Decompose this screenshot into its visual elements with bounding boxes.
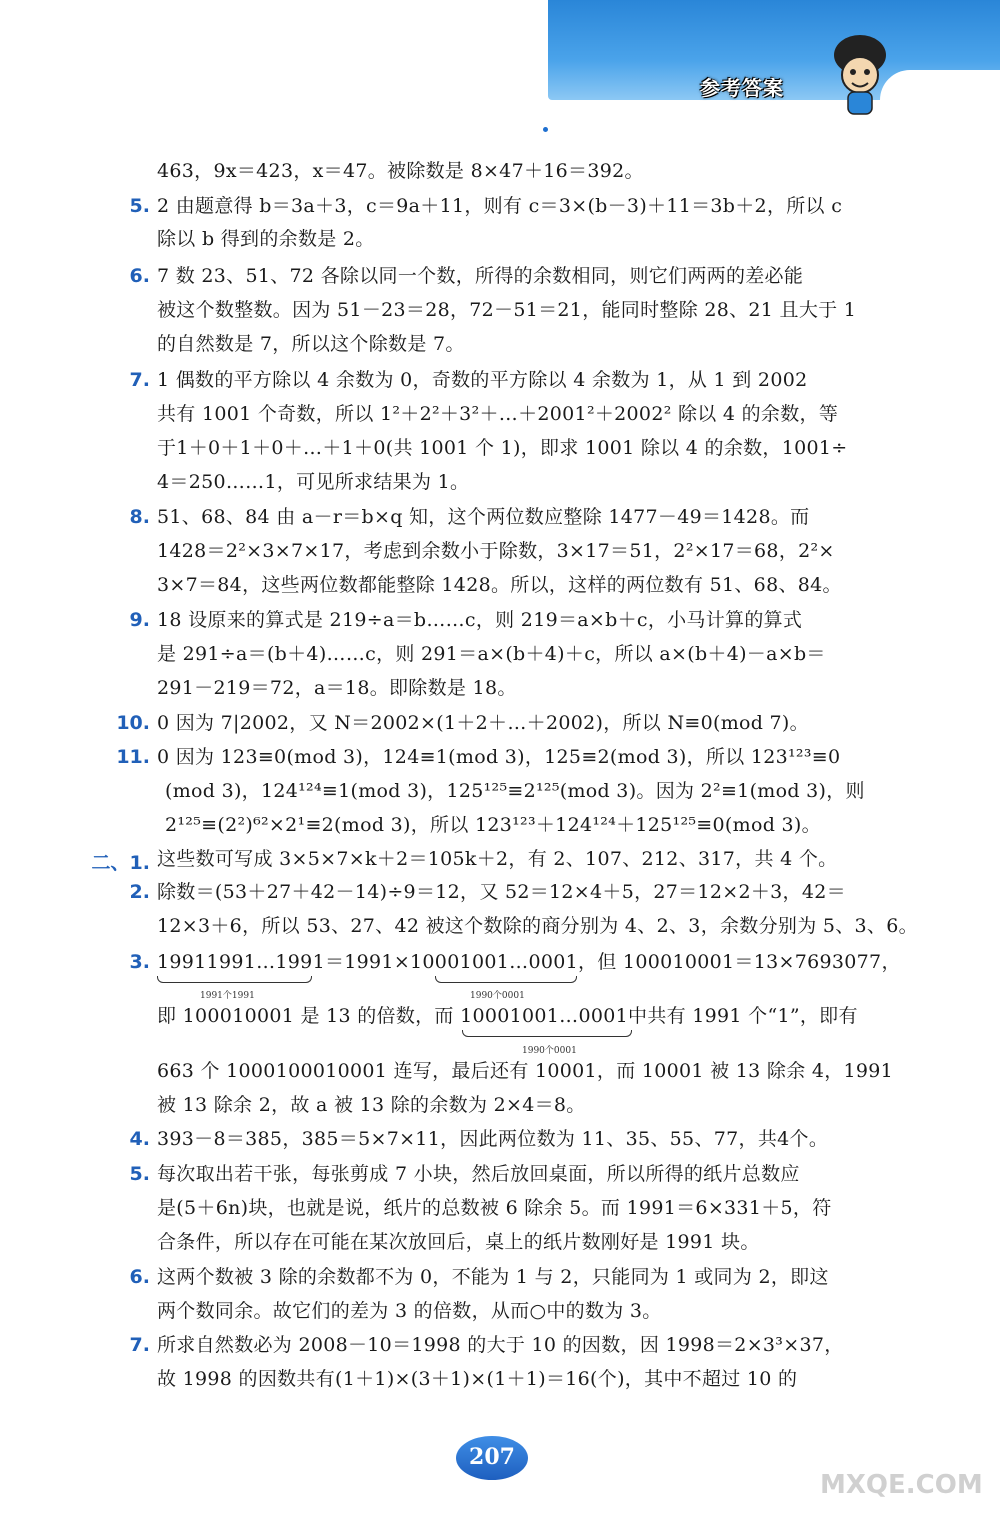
- text-line: 463，9x＝423，x＝47。被除数是 8×47＋16＝392。: [157, 160, 644, 182]
- text-line: 两个数同余。故它们的差为 3 的倍数，从而○中的数为 3。: [157, 1300, 662, 1322]
- text-line: 3×7＝84，这些两位数都能整除 1428。所以，这样的两位数有 51、68、84。: [157, 574, 842, 596]
- text-line: 12×3＋6，所以 53、27、42 被这个数除的商分别为 4、2、3，余数分别为 5、3、6。: [157, 915, 918, 937]
- text-line: (mod 3)，124¹²⁴≡1(mod 3)，125¹²⁵≡2¹²⁵(mod 3)。因为 2²≡1(mod 3)，则: [165, 780, 865, 802]
- text-line: 被 13 除余 2，故 a 被 13 除的余数为 2×4＝8。: [157, 1094, 586, 1116]
- item-number: 8.: [129, 506, 150, 528]
- text-line: 每次取出若干张，每张剪成 7 小块，然后放回桌面，所以所得的纸片总数应: [157, 1163, 800, 1185]
- text-line: 7 数 23、51、72 各除以同一个数，所得的余数相同，则它们两两的差必能: [157, 265, 804, 287]
- text-line: 是(5＋6n)块，也就是说，纸片的总数被 6 除余 5。而 1991＝6×331＋5，符: [157, 1197, 832, 1219]
- text-line: 即 100010001 是 13 的倍数，而 10001001…0001中共有 1991 个“1”，即有: [157, 1005, 858, 1027]
- text-line: 1428＝2²×3×7×17，考虑到余数小于除数，3×17＝51，2²×17＝68，2²×: [157, 540, 835, 562]
- text-line: 51、68、84 由 a－r＝b×q 知，这个两位数应整除 1477－49＝1428。而: [157, 506, 810, 528]
- page-number: 207: [469, 1444, 515, 1470]
- item-number: 6.: [129, 265, 150, 287]
- text-line: 这两个数被 3 除的余数都不为 0，不能为 1 与 2，只能同为 1 或同为 2，即这: [157, 1266, 829, 1288]
- item-number: 9.: [129, 609, 150, 631]
- text-line: 663 个 1000100010001 连写，最后还有 10001，而 10001 被 13 除余 4，1991: [157, 1060, 894, 1082]
- item-number: 5.: [129, 1163, 150, 1185]
- text-line: 被这个数整数。因为 51－23＝28，72－51＝21，能同时整除 28、21 且大于 1: [157, 299, 857, 321]
- text-line: 0 因为 123≡0(mod 3)，124≡1(mod 3)，125≡2(mod 3)，所以 123¹²³≡0: [157, 746, 841, 768]
- item-number: 4.: [129, 1128, 150, 1150]
- brace-0001-b: [462, 1030, 632, 1037]
- text-line: 19911991…1991＝1991×10001001…0001，但 100010001＝13×7693077，: [157, 951, 901, 973]
- item-number: 5.: [129, 195, 150, 217]
- text-line: 2 由题意得 b＝3a＋3，c＝9a＋11，则有 c＝3×(b－3)＋11＝3b＋2，所以 c: [157, 195, 843, 217]
- mascot-icon: [820, 20, 900, 120]
- text-line: 故 1998 的因数共有(1＋1)×(3＋1)×(1＋1)＝16(个)，其中不超过 10 的: [157, 1368, 798, 1390]
- text-line: 18 设原来的算式是 219÷a＝b……c，则 219＝a×b＋c，小马计算的算式: [157, 609, 803, 631]
- brace-label-2: 1990个0001: [470, 991, 525, 1001]
- brace-label-3: 1990个0001: [522, 1046, 577, 1056]
- brace-0001-a: [435, 976, 577, 983]
- item-number: 7.: [129, 1334, 150, 1356]
- text-line: 共有 1001 个奇数，所以 1²＋2²＋3²＋…＋2001²＋2002² 除以 4 的余数，等: [157, 403, 839, 425]
- item-number: 7.: [129, 369, 150, 391]
- item-number: 10.: [116, 712, 150, 734]
- text-line: 除以 b 得到的余数是 2。: [157, 228, 375, 250]
- item-number: 二、1.: [91, 852, 150, 874]
- text-line: 4＝250……1，可见所求结果为 1。: [157, 471, 470, 493]
- watermark: MXQE.COM: [820, 1470, 983, 1500]
- text-line: 1 偶数的平方除以 4 余数为 0，奇数的平方除以 4 余数为 1，从 1 到 2002: [157, 369, 808, 391]
- brace-1991: [157, 976, 312, 983]
- text-line: 这些数可写成 3×5×7×k＋2＝105k＋2，有 2、107、212、317，共 4 个。: [157, 848, 838, 870]
- item-number: 11.: [116, 746, 150, 768]
- item-number: 6.: [129, 1266, 150, 1288]
- text-line: 0 因为 7|2002，又 N＝2002×(1＋2＋…＋2002)，所以 N≡0(mod 7)。: [157, 712, 809, 734]
- text-line: 393－8＝385，385＝5×7×11，因此两位数为 11、35、55、77，共4个。: [157, 1128, 829, 1150]
- item-number: 2.: [129, 881, 150, 903]
- text-line: 所求自然数必为 2008－10＝1998 的大于 10 的因数，因 1998＝2×3³×37，: [157, 1334, 844, 1356]
- text-line: 合条件，所以存在可能在某次放回后，桌上的纸片数刚好是 1991 块。: [157, 1231, 760, 1253]
- text-line: 2¹²⁵≡(2²)⁶²×2¹≡2(mod 3)，所以 123¹²³＋124¹²⁴＋125¹²⁵≡0(mod 3)。: [165, 814, 821, 836]
- text-line: 的自然数是 7，所以这个除数是 7。: [157, 333, 465, 355]
- text-line: 291－219＝72，a＝18。即除数是 18。: [157, 677, 517, 699]
- item-number: 3.: [129, 951, 150, 973]
- text-line: 除数＝(53＋27＋42－14)÷9＝12，又 52＝12×4＋5，27＝12×2＋3，42＝: [157, 881, 846, 903]
- text-line: 是 291÷a＝(b＋4)……c，则 291＝a×(b＋4)＋c，所以 a×(b＋4)－a×b＝: [157, 643, 826, 665]
- text-line: 于1＋0＋1＋0＋…＋1＋0(共 1001 个 1)，即求 1001 除以 4 的余数，1001÷: [157, 437, 848, 459]
- header-title: 参考答案: [700, 76, 784, 100]
- brace-label-1: 1991个1991: [200, 991, 255, 1001]
- decorative-dot: [543, 127, 548, 132]
